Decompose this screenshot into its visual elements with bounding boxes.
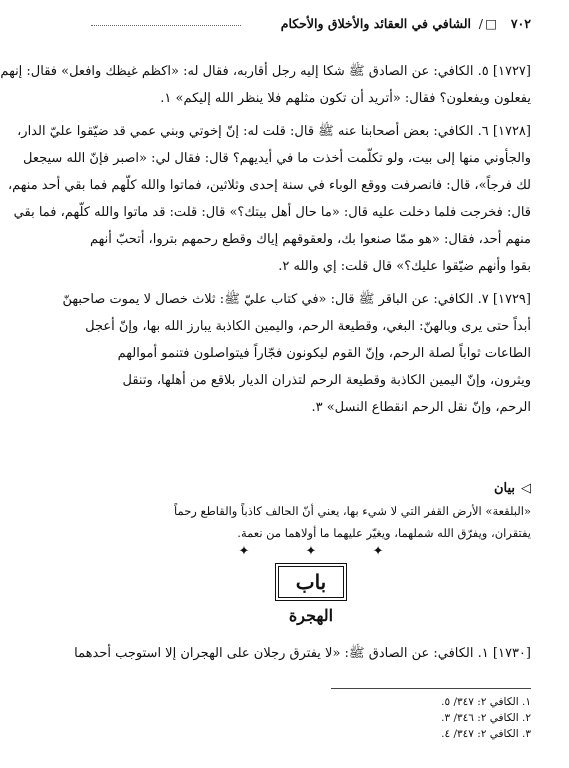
hadith-1728	[7, 118, 531, 280]
footnote-1: ١. الكافي ٢: ٣٤٧/ ٥.	[441, 696, 531, 708]
text-line: والجأوني منها إلى بيت، ولو تكلّمت أخذت ما في أيديهم؟ قال: فقال لي: «اصبر فإنّ الله سيجعل	[22, 151, 531, 166]
text-line: قال: فخرجت فلما دخلت عليه قال: «ما حال أهل بيتك؟» قال: قلت: قد ماتوا والله كلّهم، فما بقي	[13, 205, 531, 220]
text-line: الرحم، وإنّ نقل الرحم انقطاع النسل» ٣.	[311, 400, 531, 415]
text-line: بقوا وأنهم ضيّقوا عليك؟» قال قلت: إي والله ٢.	[278, 259, 531, 274]
hadith-1730	[74, 640, 531, 667]
text-line: [١٧٢٩] ٧. الكافي: عن الباقر ﷺ قال: «في كتاب عليّ ﷺ: ثلاث خصال لا يموت صاحبهنّ	[62, 292, 531, 307]
bayan-heading	[494, 481, 531, 496]
text-line: [١٧٣٠] ١. الكافي: عن الصادق ﷺ: «لا يفترق رجلان على الهجران إلا استوجب أحدهما	[74, 646, 531, 661]
bayan-explanation	[91, 500, 531, 544]
section-divider-stars	[91, 544, 531, 559]
star-ornament-icon: ✦	[305, 544, 317, 559]
running-header	[91, 16, 531, 36]
text-line: منهم أحد، فقال: «هو ممّا صنعوا بك، ولعقوقهم إياك وقطع رحمهم بتروا، أتحبّ أنهم	[90, 232, 531, 247]
page-number: ٧٠٢	[510, 16, 531, 31]
text-line: [١٧٢٨] ٦. الكافي: بعض أصحابنا عنه ﷺ قال: قلت له: إنّ إخوتي وبني عمي قد ضيّقوا عليّ الدار،	[17, 124, 531, 139]
hadith-1729	[62, 286, 531, 421]
book-title: الشافي في العقائد والأخلاق والأحكام	[280, 16, 471, 31]
text-line: يفتقران، ويفرّق الله شملهما، ويغيّر عليهما ما أولاهما من نعمة.	[237, 526, 531, 540]
star-ornament-icon: ✦	[238, 544, 250, 559]
text-line: أبداً حتى يرى وبالهنّ: البغي، وقطيعة الرحم، واليمين الكاذبة يبارز الله بها، وإنّ أعجل	[85, 319, 531, 334]
footnote-3: ٣. الكافي ٢: ٣٤٧/ ٤.	[441, 728, 531, 740]
text-line: [١٧٢٧] ٥. الكافي: عن الصادق ﷺ شكا إليه رجل أقاربه، فقال له: «اكظم غيظك وافعل» فقال: إنهم	[0, 64, 531, 79]
footnote-2: ٢. الكافي ٢: ٣٤٦/ ٣.	[441, 712, 531, 724]
header-separator: /	[478, 16, 483, 31]
text-line: يفعلون ويفعلون؟ فقال: «أتريد أن تكون مثلهم فلا ينظر الله إليكم» ١.	[160, 91, 531, 106]
text-line: لك فرجاً»، قال: فانصرفت ووقع الوباء في سنة إحدى وثلاثين، فماتوا والله كلّهم فما بقي أحد منهم،	[7, 178, 531, 193]
chapter-title-box: باب	[278, 566, 344, 598]
square-ornament: □	[485, 16, 497, 31]
bayan-title: بيان	[493, 481, 515, 496]
footnote-rule	[331, 688, 531, 689]
hadith-1727	[0, 58, 531, 112]
triangle-marker-icon: ◁	[521, 481, 531, 496]
chapter-subtitle: الهجرة	[288, 606, 334, 625]
header-dotted-rule	[91, 25, 241, 26]
text-line: ويثرون، وإنّ اليمين الكاذبة وقطيعة الرحم لتذران الديار بلاقع من أهلها، وتنقل	[122, 373, 531, 388]
star-ornament-icon: ✦	[372, 544, 384, 559]
text-line: الطاعات ثواباً لصلة الرحم، وإنّ القوم ليكونون فجّاراً فيتواصلون فتنمو أموالهم	[117, 346, 531, 361]
text-line: «البلقعة» الأرض القفر التي لا شيء بها، يعني أنّ الحالف كاذباً والقاطع رحماً	[174, 504, 531, 518]
